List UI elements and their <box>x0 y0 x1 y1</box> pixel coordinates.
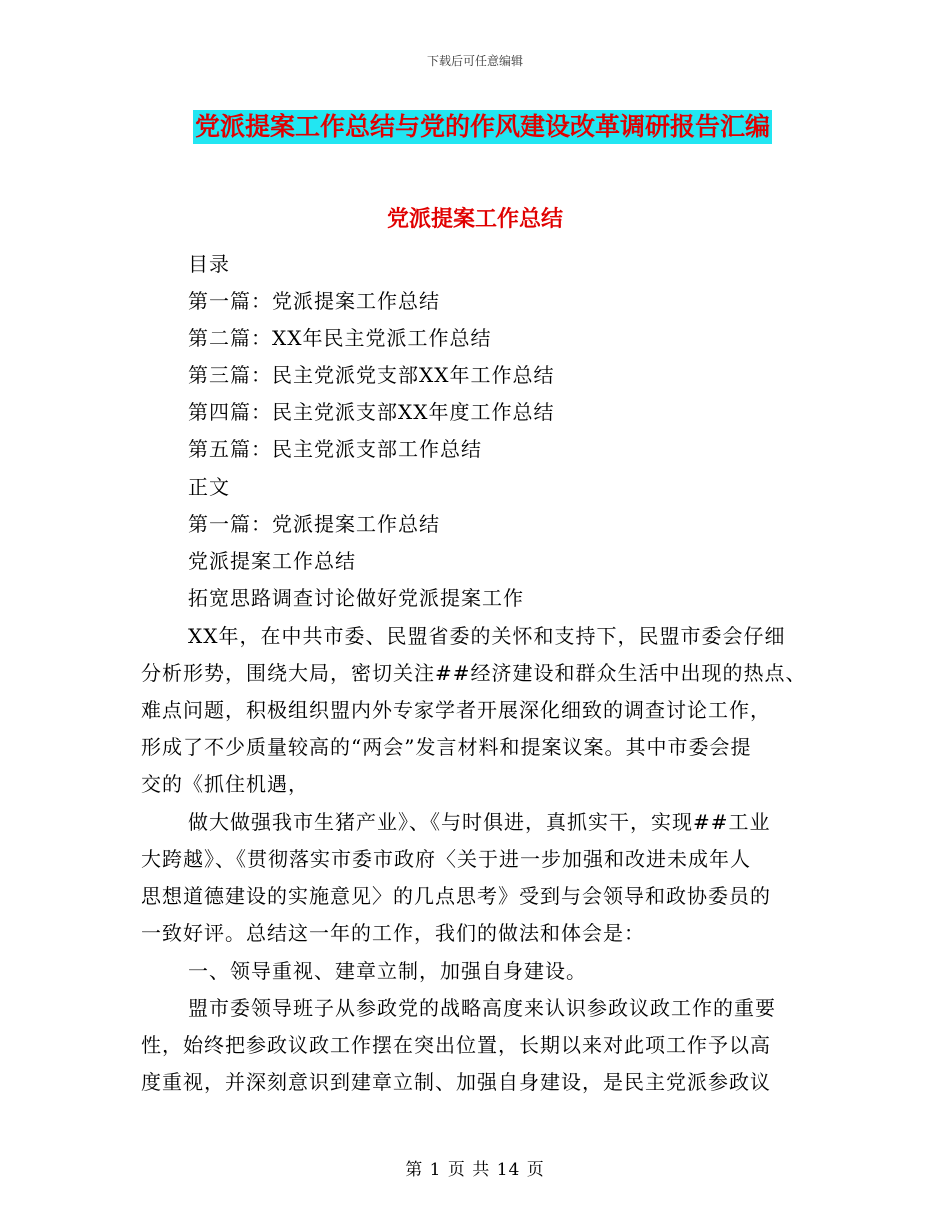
paragraph-line: 分析形势，围绕大局，密切关注##经济建设和群众生活中出现的热点、 <box>141 661 807 685</box>
paragraph-line: 性，始终把参政议政工作摆在突出位置，长期以来对此项工作予以高 <box>141 1033 771 1057</box>
paragraph-line: 度重视，并深刻意识到建章立制、加强自身建设，是民主党派参政议 <box>141 1070 771 1094</box>
toc-item-2: 第二篇：XX年民主党派工作总结 <box>188 326 492 350</box>
paragraph-line: 难点问题，积极组织盟内外专家学者开展深化细致的调查讨论工作， <box>141 698 771 722</box>
header-note: 下载后可任意编辑 <box>426 54 523 68</box>
point-heading-1: 一、领导重视、建章立制，加强自身建设。 <box>188 959 587 983</box>
paragraph-line: XX年，在中共市委、民盟省委的关怀和支持下，民盟市委会仔细 <box>188 624 786 648</box>
page-footer: 第 1 页 共 14 页 <box>405 1160 545 1180</box>
toc-item-3: 第三篇：民主党派党支部XX年工作总结 <box>188 363 555 387</box>
section-title: 党派提案工作总结 <box>386 206 563 232</box>
main-title: 党派提案工作总结与党的作风建设改革调研报告汇编 <box>193 110 772 144</box>
toc-item-1: 第一篇：党派提案工作总结 <box>188 289 440 313</box>
toc-item-5: 第五篇：民主党派支部工作总结 <box>188 437 482 461</box>
paragraph-line: 思想道德建设的实施意见〉的几点思考》受到与会领导和政协委员的 <box>141 884 771 908</box>
toc-item-4: 第四篇：民主党派支部XX年度工作总结 <box>188 400 555 424</box>
doc-title: 党派提案工作总结 <box>188 549 356 573</box>
paragraph-line: 形成了不少质量较高的“两会”发言材料和提案议案。其中市委会提 <box>141 735 752 759</box>
toc-heading: 目录 <box>188 252 230 276</box>
body-heading: 正文 <box>188 475 230 499</box>
paragraph-line: 盟市委领导班子从参政党的战略高度来认识参政议政工作的重要 <box>188 996 776 1020</box>
doc-subtitle: 拓宽思路调查讨论做好党派提案工作 <box>188 586 524 610</box>
paragraph-line: 一致好评。总结这一年的工作，我们的做法和体会是： <box>141 921 645 945</box>
paragraph-line: 做大做强我市生猪产业》、《与时俱进，真抓实干，实现##工业 <box>188 810 771 834</box>
paragraph-line: 交的《抓住机遇， <box>141 772 309 796</box>
chapter-title: 第一篇：党派提案工作总结 <box>188 512 440 536</box>
paragraph-line: 大跨越》、《贯彻落实市委市政府〈关于进一步加强和改进未成年人 <box>141 847 751 871</box>
